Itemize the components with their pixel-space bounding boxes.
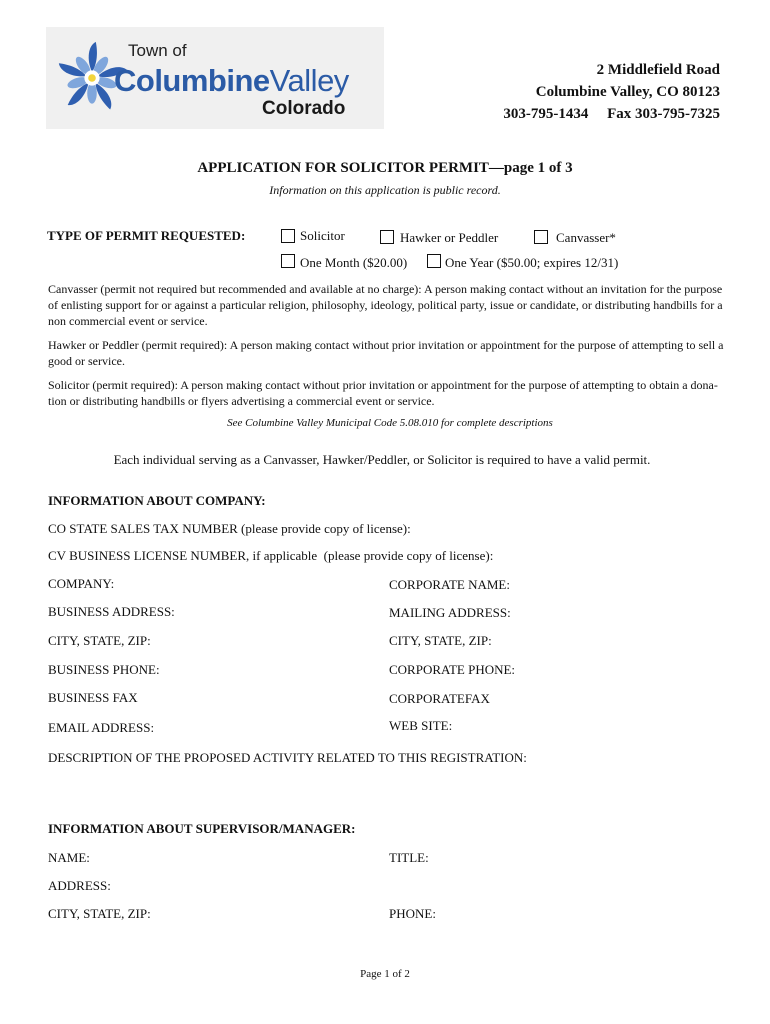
- municipal-code-note: See Columbine Valley Municipal Code 5.08.010 for complete descriptions: [227, 417, 553, 429]
- company-section-heading: INFORMATION ABOUT COMPANY:: [48, 493, 266, 508]
- activity-description-field-label: DESCRIPTION OF THE PROPOSED ACTIVITY RELATED TO THIS REGISTRATION:: [48, 750, 527, 765]
- page-subtitle: Information on this application is public record.: [269, 183, 501, 197]
- supervisor-name-field-label: NAME:: [48, 850, 90, 865]
- corporate-city-state-zip-field-label: CITY, STATE, ZIP:: [389, 633, 492, 648]
- logo-state: Colorado: [262, 98, 346, 119]
- company-field-label: COMPANY:: [48, 576, 115, 591]
- supervisor-section-heading: INFORMATION ABOUT SUPERVISOR/MANAGER:: [48, 821, 356, 836]
- one-month-option-label: One Month ($20.00): [300, 255, 408, 270]
- city-state-zip-field-label: CITY, STATE, ZIP:: [48, 633, 151, 648]
- hawker-definition: Hawker or Peddler (permit required): A person making contact without prior invitation or appointment for the purpose of attempting to sell a good or service.: [48, 338, 724, 368]
- canvasser-checkbox[interactable]: [534, 230, 548, 244]
- address-street: 2 Middlefield Road: [596, 62, 720, 78]
- mailing-address-field-label: MAILING ADDRESS:: [389, 605, 511, 620]
- business-phone-field-label: BUSINESS PHONE:: [48, 662, 160, 677]
- logo-town-name: [114, 63, 349, 99]
- corporate-phone-field-label: CORPORATE PHONE:: [389, 662, 516, 677]
- canvasser-definition: Canvasser (permit not required but recommended and available at no charge): A person making contact without an invitation for the purpose of enlisting support for or against a particular religion, philosophy, ideology, political party, issue or candidate, or distributing handbills for a non commercial event or service.: [48, 282, 723, 328]
- corporate-name-field-label: CORPORATE NAME:: [389, 577, 510, 592]
- solicitor-definition: Solicitor (permit required): A person making contact without prior invitation or appointment for the purpose of attempting to obtain a dona-tion or distributing handbills or flyers advertising a commercial event or service.: [48, 378, 718, 408]
- page-number: Page 1 of 2: [360, 968, 410, 980]
- supervisor-phone-field-label: PHONE:: [389, 906, 436, 921]
- solicitor-checkbox[interactable]: [281, 229, 295, 243]
- town-logo: [46, 27, 384, 129]
- address-city: Columbine Valley, CO 80123: [535, 84, 720, 100]
- sales-tax-field-label: CO STATE SALES TAX NUMBER (please provide copy of license):: [48, 521, 411, 536]
- business-address-field-label: BUSINESS ADDRESS:: [48, 604, 175, 619]
- logo-name-part2: Valley: [269, 63, 349, 98]
- website-field-label: WEB SITE:: [389, 718, 453, 733]
- one-month-checkbox[interactable]: [281, 254, 295, 268]
- supervisor-address-field-label: ADDRESS:: [48, 878, 111, 893]
- corporate-fax-field-label: CORPORATEFAX: [389, 691, 490, 706]
- canvasser-option-label: Canvasser*: [556, 230, 616, 245]
- logo-town-of: Town of: [128, 41, 187, 60]
- page-title: APPLICATION FOR SOLICITOR PERMIT—page 1 of 3: [197, 160, 573, 176]
- hawker-checkbox[interactable]: [380, 230, 394, 244]
- address-phone-fax: 303-795-1434 Fax 303-795-7325: [503, 106, 720, 122]
- email-field-label: EMAIL ADDRESS:: [48, 720, 155, 735]
- one-year-checkbox[interactable]: [427, 254, 441, 268]
- hawker-option-label: Hawker or Peddler: [400, 230, 499, 245]
- solicitor-option-label: Solicitor: [300, 228, 345, 243]
- business-license-field-label: CV BUSINESS LICENSE NUMBER, if applicable (please provide copy of license):: [48, 548, 494, 563]
- one-year-option-label: One Year ($50.00; expires 12/31): [445, 255, 619, 270]
- supervisor-city-state-zip-field-label: CITY, STATE, ZIP:: [48, 906, 151, 921]
- logo-name-part1: Columbine: [114, 63, 270, 98]
- permit-requirement: Each individual serving as a Canvasser, Hawker/Peddler, or Solicitor is required to have a valid permit.: [113, 452, 651, 467]
- business-fax-field-label: BUSINESS FAX: [48, 690, 138, 705]
- permit-type-label: TYPE OF PERMIT REQUESTED:: [47, 228, 246, 243]
- supervisor-title-field-label: TITLE:: [389, 850, 429, 865]
